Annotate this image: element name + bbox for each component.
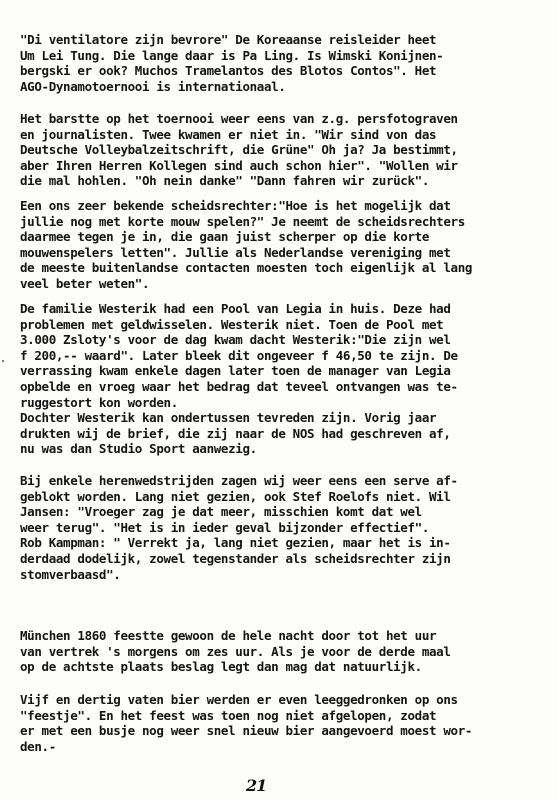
text-line: verrassing kwam enkele dagen later toen de manager van Legia xyxy=(20,363,451,379)
text-line: München 1860 feestte gewoon de hele nacht door tot het uur xyxy=(20,628,437,643)
text-line: drukten wij de brief, die zij naar de NOS had geschreven af, xyxy=(20,425,451,441)
paragraph-blocked-serve xyxy=(20,473,544,582)
text-line: daarmee tegen je in, die gaan juist scherper op die korte xyxy=(20,229,430,245)
text-line: f 200,-- waard". Later bleek dit ongeveer f 46,50 te zijn. De xyxy=(20,347,458,363)
text-line: Dochter Westerik kan ondertussen tevreden zijn. Vorig jaar xyxy=(20,410,437,426)
text-line: opbelde en vroeg waar het bedrag dat teveel ontvangen was te- xyxy=(20,378,458,394)
paragraph-munchen-1860 xyxy=(20,628,544,675)
text-line: er met een busje nog weer snel nieuw bier aangevoerd moest wor- xyxy=(20,723,473,739)
margin-speck xyxy=(2,360,4,362)
text-line: bergski er ook? Muchos Tramelantos des Blotos Contos". Het xyxy=(20,63,437,79)
text-line: Rob Kampman: " Verrekt ja, lang niet gezien, maar het is in- xyxy=(20,535,451,551)
paragraph-beer-barrels xyxy=(20,692,544,754)
text-line: "feestje". En het feest was toen nog niet afgelopen, zodat xyxy=(20,707,437,723)
text-line: Bij enkele herenwedstrijden zagen wij weer eens een serve af- xyxy=(20,473,458,488)
paragraph-referee-short-sleeves xyxy=(20,198,544,292)
text-line: Deutsche Volleybalzeitschrift, die Grüne" Oh ja? Ja bestimmt, xyxy=(20,142,458,158)
page-number: 21 xyxy=(246,776,267,795)
text-line: 3.000 Zsloty's voor de dag kwam dacht Westerik:"Die zijn wel xyxy=(20,332,451,348)
paragraph-press-photographers xyxy=(20,111,544,189)
text-line: problemen met geldwisselen. Westerik niet. Toen de Pool met xyxy=(20,316,444,332)
text-line: van vertrek 's morgens om zes uur. Als je voor de derde maal xyxy=(20,643,451,659)
text-line: Um Lei Tung. Die lange daar is Pa Ling. Is Wimski Konijnen- xyxy=(20,47,444,63)
text-line: derdaad dodelijk, zowel tegenstander als scheidsrechter zijn xyxy=(20,550,451,566)
text-line: stomverbaasd". xyxy=(20,566,121,582)
text-line: en journalisten. Twee kwamen er niet in. "Wir sind von das xyxy=(20,126,437,142)
text-line: den.- xyxy=(20,738,56,754)
text-line: de meeste buitenlandse contacten moesten toch eigenlijk al lang xyxy=(20,260,473,276)
paragraph-korean-tour-leader xyxy=(20,32,544,94)
text-line: veel beter weten". xyxy=(20,275,150,291)
paragraph-westerik-family xyxy=(20,301,544,457)
text-line: geblokt worden. Lang niet gezien, ook Stef Roelofs niet. Wil xyxy=(20,488,451,504)
text-line: Vijf en dertig vaten bier werden er even leeggedronken op ons xyxy=(20,692,458,707)
text-line: die mal hohlen. "Oh nein danke" "Dann fahren wir zurück". xyxy=(20,173,430,189)
text-line: Het barstte op het toernooi weer eens van z.g. persfotograven xyxy=(20,111,458,126)
text-line: op de achtste plaats beslag legt dan mag dat natuurlijk. xyxy=(20,659,422,675)
text-line: Een ons zeer bekende scheidsrechter:"Hoe is het mogelijk dat xyxy=(20,198,451,213)
text-line: De familie Westerik had een Pool van Legia in huis. Deze had xyxy=(20,301,451,316)
text-line: "Di ventilatore zijn bevrore" De Koreaanse reisleider heet xyxy=(20,32,437,47)
text-line: nu was dan Studio Sport aanwezig. xyxy=(20,441,257,457)
text-line: mouwenspelers letten". Jullie als Nederlandse vereniging met xyxy=(20,244,451,260)
text-line: weer terug". "Het is in ieder geval bijzonder effectief". xyxy=(20,519,430,535)
text-line: AGO-Dynamotoernooi is internationaal. xyxy=(20,78,286,94)
text-line: Jansen: "Vroeger zag je dat meer, misschien komt dat wel xyxy=(20,504,422,520)
text-line: jullie nog met korte mouw spelen?" Je neemt de scheidsrechters xyxy=(20,213,465,229)
text-line: aber Ihren Herren Kollegen sind auch schon hier". "Wollen wir xyxy=(20,157,458,173)
text-line: ruggestort kon worden. xyxy=(20,394,178,410)
